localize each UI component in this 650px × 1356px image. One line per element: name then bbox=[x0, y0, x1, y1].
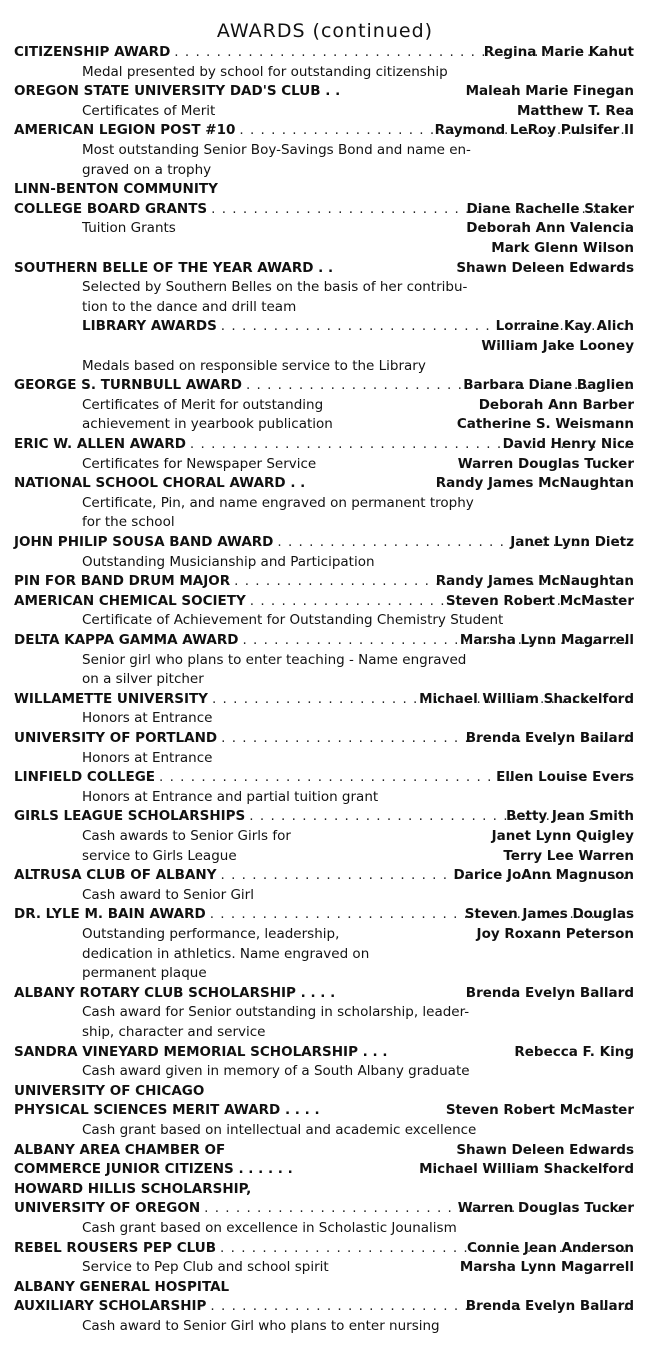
award-title: UNIVERSITY OF CHICAGO bbox=[14, 1082, 205, 1099]
award-row bbox=[0, 946, 650, 966]
award-description: on a silver pitcher bbox=[82, 671, 204, 688]
award-row bbox=[0, 1004, 650, 1024]
award-row bbox=[0, 338, 650, 358]
award-description: Service to Pep Club and school spirit bbox=[82, 1259, 329, 1276]
recipient-name: Lorraine Kay Alich bbox=[495, 318, 634, 335]
award-title: UNIVERSITY OF OREGON bbox=[14, 1200, 201, 1217]
award-description: Certificates of Merit for outstanding bbox=[82, 396, 324, 413]
award-row bbox=[0, 514, 650, 534]
award-title: WILLAMETTE UNIVERSITY bbox=[14, 690, 208, 707]
award-row bbox=[0, 1298, 650, 1318]
award-row bbox=[0, 397, 650, 417]
recipient-name: Steven Robert McMaster bbox=[445, 1102, 634, 1119]
award-row bbox=[0, 1063, 650, 1083]
award-description: Outstanding performance, leadership, bbox=[82, 926, 340, 942]
recipient-name: Marsha Lynn Magarrell bbox=[459, 1259, 634, 1276]
award-description: Cash awards to Senior Girls for bbox=[82, 828, 291, 844]
award-description: Senior girl who plans to enter teaching - Name engraved bbox=[82, 651, 467, 668]
recipient-name: Betty Jean Smith bbox=[506, 808, 634, 825]
recipient-name: William Jake Looney bbox=[481, 338, 634, 354]
award-row bbox=[0, 1122, 650, 1142]
recipient-name: Randy James McNaughtan bbox=[435, 573, 634, 590]
award-description: Selected by Southern Belles on the basis of her contribu- bbox=[82, 279, 468, 296]
award-title: SOUTHERN BELLE OF THE YEAR AWARD . . bbox=[14, 259, 334, 276]
award-row bbox=[0, 848, 650, 868]
award-row bbox=[0, 887, 650, 907]
award-title: ALBANY ROTARY CLUB SCHOLARSHIP . . . . bbox=[14, 984, 336, 1001]
recipient-name: Raymond LeRoy Pulsifer II bbox=[434, 122, 634, 139]
award-row bbox=[0, 162, 650, 182]
award-row bbox=[0, 240, 650, 260]
award-description: ship, character and service bbox=[82, 1024, 266, 1040]
award-title: ALBANY AREA CHAMBER OF bbox=[14, 1141, 226, 1158]
award-row bbox=[0, 456, 650, 476]
recipient-name: Barbara Diane Baglien bbox=[463, 377, 634, 394]
award-row bbox=[0, 769, 650, 789]
award-description: Honors at Entrance bbox=[82, 710, 213, 727]
award-title: ALTRUSA CLUB OF ALBANY bbox=[14, 867, 217, 884]
award-row bbox=[0, 358, 650, 378]
award-title: CITIZENSHIP AWARD bbox=[14, 44, 171, 60]
award-description: Cash grant based on intellectual and academic excellence bbox=[82, 1122, 477, 1138]
award-description: dedication in athletics. Name engraved on bbox=[82, 945, 370, 962]
award-row bbox=[0, 436, 650, 456]
award-row bbox=[0, 416, 650, 436]
award-title: GEORGE S. TURNBULL AWARD bbox=[14, 377, 242, 394]
award-title: OREGON STATE UNIVERSITY DAD'S CLUB . . bbox=[14, 83, 341, 100]
recipient-name: Deborah Ann Barber bbox=[478, 396, 634, 413]
recipient-name: Shawn Deleen Edwards bbox=[456, 1141, 634, 1158]
award-title: PIN FOR BAND DRUM MAJOR bbox=[14, 573, 231, 590]
award-row bbox=[0, 554, 650, 574]
award-row bbox=[0, 965, 650, 985]
award-row bbox=[0, 1259, 650, 1279]
recipient-name: Darice JoAnn Magnuson bbox=[453, 867, 634, 884]
award-row bbox=[0, 1181, 650, 1201]
recipient-name: Ellen Louise Evers bbox=[496, 769, 634, 786]
award-row bbox=[0, 1200, 650, 1220]
award-description: Medal presented by school for outstanding citizenship bbox=[82, 63, 448, 80]
award-description: service to Girls League bbox=[82, 847, 237, 864]
recipient-name: Brenda Evelyn Bailard bbox=[465, 730, 634, 746]
award-row bbox=[0, 1318, 650, 1338]
recipient-name: Matthew T. Rea bbox=[516, 102, 634, 119]
award-row bbox=[0, 1279, 650, 1299]
recipient-name: Terry Lee Warren bbox=[503, 847, 634, 864]
recipient-name: Joy Roxann Peterson bbox=[476, 926, 634, 942]
award-description: Certificate, Pin, and name engraved on permanent trophy bbox=[82, 494, 474, 511]
award-description: achievement in yearbook publication bbox=[82, 416, 333, 433]
award-title: UNIVERSITY OF PORTLAND bbox=[14, 730, 218, 746]
award-row bbox=[0, 122, 650, 142]
recipient-name: Janet Lynn Quigley bbox=[491, 828, 634, 844]
award-description: Cash award given in memory of a South Albany graduate bbox=[82, 1063, 470, 1080]
recipient-name: Steven James Douglas bbox=[464, 906, 634, 923]
award-row bbox=[0, 906, 650, 926]
award-row bbox=[0, 593, 650, 613]
award-row bbox=[0, 260, 650, 280]
award-title: ALBANY GENERAL HOSPITAL bbox=[14, 1278, 230, 1295]
recipient-name: Michael William Shackelford bbox=[419, 690, 634, 707]
award-row bbox=[0, 475, 650, 495]
award-title: LINFIELD COLLEGE bbox=[14, 769, 156, 786]
award-description: Outstanding Musicianship and Participation bbox=[82, 553, 375, 570]
award-row bbox=[0, 789, 650, 809]
award-title: JOHN PHILIP SOUSA BAND AWARD bbox=[14, 534, 274, 550]
award-title: SANDRA VINEYARD MEMORIAL SCHOLARSHIP . . . bbox=[14, 1043, 388, 1060]
award-description: Cash award for Senior outstanding in scholarship, leader- bbox=[82, 1004, 470, 1021]
recipient-name: Michael William Shackelford bbox=[419, 1161, 634, 1178]
award-description: Cash award to Senior Girl who plans to enter nursing bbox=[82, 1318, 440, 1334]
award-title: COMMERCE JUNIOR CITIZENS . . . . . . bbox=[14, 1161, 293, 1178]
award-description: Tuition Grants bbox=[82, 220, 176, 237]
award-title: AMERICAN CHEMICAL SOCIETY bbox=[14, 592, 246, 609]
award-row bbox=[0, 808, 650, 828]
award-description: Certificates of Merit bbox=[82, 102, 216, 119]
award-title: AUXILIARY SCHOLARSHIP bbox=[14, 1298, 207, 1315]
award-title: AMERICAN LEGION POST #10 bbox=[14, 122, 236, 139]
recipient-name: Warren Douglas Tucker bbox=[457, 455, 634, 472]
award-row bbox=[0, 201, 650, 221]
award-description: Certificates for Newspaper Service bbox=[82, 455, 317, 472]
award-row bbox=[0, 1240, 650, 1260]
award-title: COLLEGE BOARD GRANTS bbox=[14, 200, 208, 217]
award-title: HOWARD HILLIS SCHOLARSHIP, bbox=[14, 1180, 252, 1197]
award-row bbox=[0, 985, 650, 1005]
award-row bbox=[0, 573, 650, 593]
page-title: AWARDS (continued) bbox=[216, 20, 434, 42]
award-row bbox=[0, 534, 650, 554]
recipient-name: Brenda Evelyn Ballard bbox=[465, 984, 634, 1001]
award-row bbox=[0, 220, 650, 240]
recipient-name: Catherine S. Weismann bbox=[456, 416, 634, 433]
award-row bbox=[0, 730, 650, 750]
award-row bbox=[0, 103, 650, 123]
award-row bbox=[0, 632, 650, 652]
award-row bbox=[0, 612, 650, 632]
award-row bbox=[0, 181, 650, 201]
award-row bbox=[0, 318, 650, 338]
award-row bbox=[0, 495, 650, 515]
award-title: GIRLS LEAGUE SCHOLARSHIPS bbox=[14, 808, 246, 825]
recipient-name: Rebecca F. King bbox=[514, 1043, 634, 1060]
award-row bbox=[0, 750, 650, 770]
award-description: Cash award to Senior Girl bbox=[82, 886, 254, 903]
award-title: LIBRARY AWARDS bbox=[82, 318, 217, 335]
award-description: Cash grant based on excellence in Scholastic Jounalism bbox=[82, 1220, 457, 1236]
recipient-name: David Henry Nice bbox=[502, 436, 634, 452]
recipient-name: Regina Marie Kahut bbox=[483, 44, 634, 60]
award-row bbox=[0, 279, 650, 299]
award-description: Honors at Entrance and partial tuition grant bbox=[82, 788, 379, 805]
recipient-name: Deborah Ann Valencia bbox=[466, 220, 634, 237]
award-row bbox=[0, 299, 650, 319]
recipient-name: Randy James McNaughtan bbox=[435, 475, 634, 492]
recipient-name: Steven Robert McMaster bbox=[445, 592, 634, 609]
recipient-name: Warren Douglas Tucker bbox=[457, 1200, 634, 1217]
recipient-name: Marsha Lynn Magarrell bbox=[459, 632, 634, 648]
award-row bbox=[0, 1161, 650, 1181]
award-row bbox=[0, 828, 650, 848]
award-row bbox=[0, 710, 650, 730]
award-row bbox=[0, 671, 650, 691]
recipient-name: Shawn Deleen Edwards bbox=[456, 259, 634, 276]
award-title: DELTA KAPPA GAMMA AWARD bbox=[14, 632, 239, 648]
award-description: tion to the dance and drill team bbox=[82, 298, 297, 315]
award-row bbox=[0, 1024, 650, 1044]
award-row bbox=[0, 64, 650, 84]
award-row bbox=[0, 1083, 650, 1103]
award-description: graved on a trophy bbox=[82, 161, 212, 178]
award-title: LINN-BENTON COMMUNITY bbox=[14, 181, 218, 198]
award-row bbox=[0, 1044, 650, 1064]
recipient-name: Maleah Marie Finegan bbox=[465, 83, 634, 100]
award-description: Certificate of Achievement for Outstanding Chemistry Student bbox=[82, 612, 504, 629]
award-description: Medals based on responsible service to the Library bbox=[82, 357, 426, 374]
award-title: PHYSICAL SCIENCES MERIT AWARD . . . . bbox=[14, 1102, 320, 1119]
award-description: Honors at Entrance bbox=[82, 749, 213, 766]
award-description: for the school bbox=[82, 514, 175, 531]
award-row bbox=[0, 142, 650, 162]
award-row bbox=[0, 1102, 650, 1122]
award-description: permanent plaque bbox=[82, 965, 207, 982]
recipient-name: Mark Glenn Wilson bbox=[491, 240, 634, 256]
award-row bbox=[0, 83, 650, 103]
award-description: Most outstanding Senior Boy-Savings Bond and name en- bbox=[82, 142, 471, 158]
award-row bbox=[0, 377, 650, 397]
award-row bbox=[0, 1142, 650, 1162]
award-title: NATIONAL SCHOOL CHORAL AWARD . . bbox=[14, 475, 306, 492]
award-row bbox=[0, 867, 650, 887]
award-row bbox=[0, 652, 650, 672]
recipient-name: Janet Lynn Dietz bbox=[510, 534, 634, 550]
award-row bbox=[0, 926, 650, 946]
award-row bbox=[0, 691, 650, 711]
award-row bbox=[0, 44, 650, 64]
award-title: DR. LYLE M. BAIN AWARD bbox=[14, 906, 206, 923]
award-title: REBEL ROUSERS PEP CLUB bbox=[14, 1239, 217, 1256]
award-title: ERIC W. ALLEN AWARD bbox=[14, 436, 186, 452]
recipient-name: Diane Rachelle Staker bbox=[466, 200, 634, 217]
recipient-name: Connie Jean Anderson bbox=[467, 1239, 634, 1256]
award-row bbox=[0, 1220, 650, 1240]
recipient-name: Brenda Evelyn Ballard bbox=[465, 1298, 634, 1315]
